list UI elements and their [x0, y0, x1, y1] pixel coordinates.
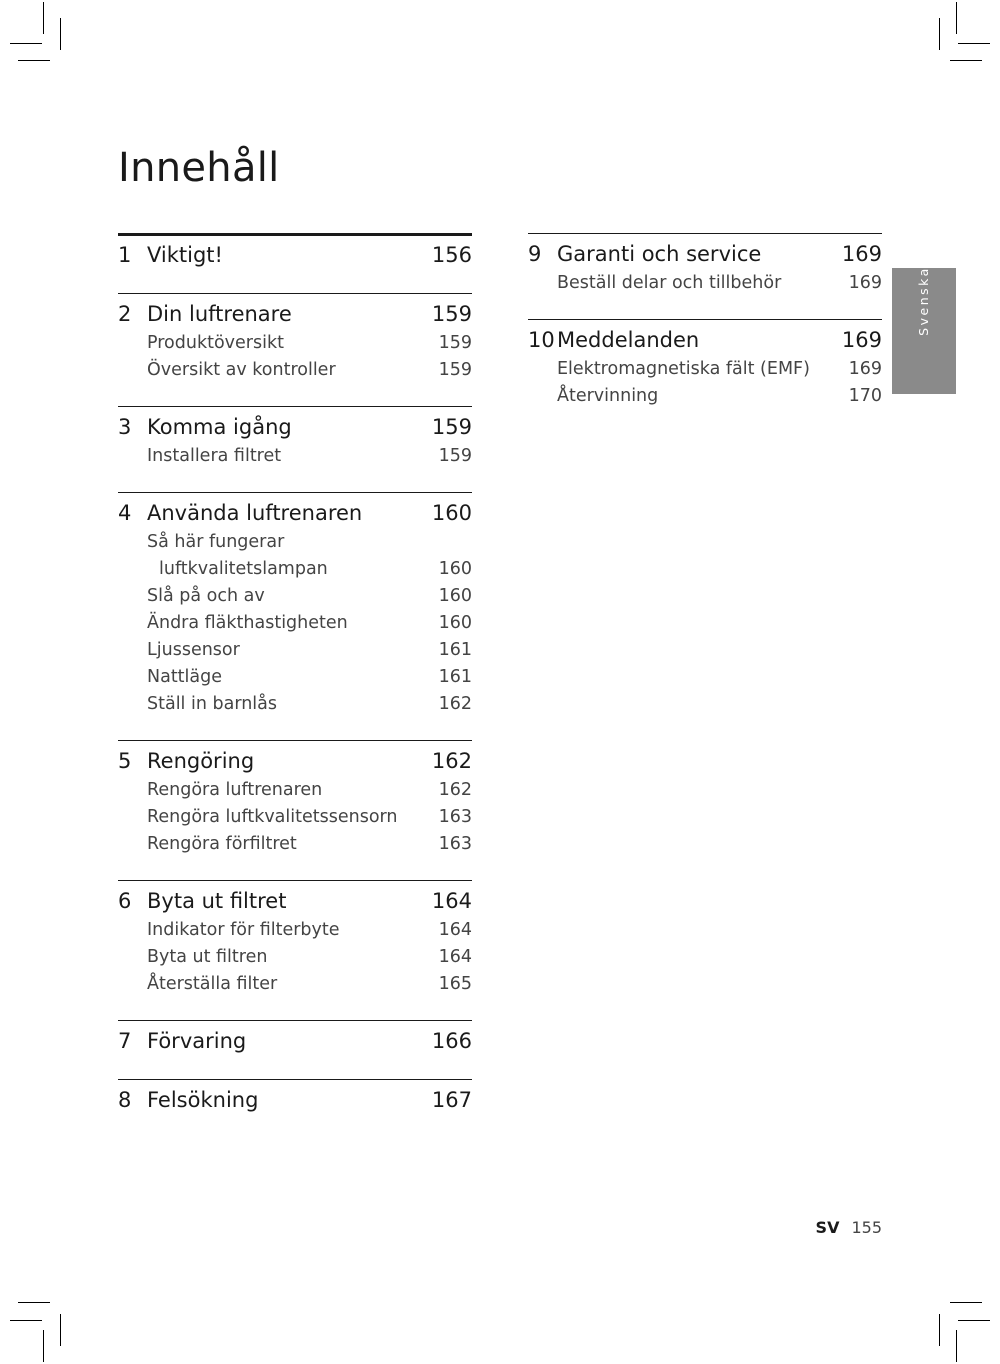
toc-subentry[interactable]: [118, 443, 472, 470]
subentry-page: 164: [438, 920, 472, 940]
toc-chapter: [528, 233, 882, 319]
chapter-title: Förvaring: [147, 1029, 247, 1053]
crop-mark: [950, 1302, 982, 1303]
toc-subentry[interactable]: [118, 610, 472, 637]
toc-subentry[interactable]: [118, 529, 472, 556]
chapter-title: Komma igång: [147, 415, 292, 439]
subentry-page: 161: [438, 640, 472, 660]
toc-chapter: [118, 492, 472, 740]
chapter-title: Rengöring: [147, 749, 255, 773]
crop-mark: [43, 1330, 44, 1362]
toc-chapter-entry[interactable]: [118, 885, 472, 917]
subentry-title: Slå på och av: [147, 586, 265, 606]
toc-subentry[interactable]: [528, 356, 882, 383]
toc-chapter: [118, 1079, 472, 1138]
subentry-page: 160: [438, 559, 472, 579]
crop-mark: [43, 2, 44, 34]
subentry-title: Rengöra förfiltret: [147, 834, 297, 854]
toc-chapter: [118, 233, 472, 293]
subentry-page: 161: [438, 667, 472, 687]
chapter-page: 164: [431, 889, 472, 913]
toc-subentry[interactable]: [118, 357, 472, 384]
toc-column-right: [528, 233, 882, 432]
chapter-title: Meddelanden: [557, 328, 700, 352]
subentry-title: Installera filtret: [147, 446, 282, 466]
chapter-page: 166: [431, 1029, 472, 1053]
subentry-title: Ljussensor: [147, 640, 240, 660]
toc-chapter: [528, 319, 882, 432]
toc-subentry[interactable]: [118, 637, 472, 664]
subentry-title: Rengöra luftkvalitetssensorn: [147, 807, 398, 827]
chapter-title: Din luftrenare: [147, 302, 292, 326]
subentry-title: luftkvalitetslampan: [159, 559, 328, 579]
chapter-number: 9: [528, 242, 542, 266]
chapter-page: 169: [841, 328, 882, 352]
chapter-page: 160: [431, 501, 472, 525]
subentry-page: 160: [438, 613, 472, 633]
crop-mark: [939, 18, 940, 50]
subentry-page: 163: [438, 807, 472, 827]
subentry-page: 163: [438, 834, 472, 854]
toc-column-left: [118, 233, 472, 1138]
crop-mark: [956, 2, 957, 34]
toc-chapter-entry[interactable]: [528, 324, 882, 356]
chapter-number: 3: [118, 415, 132, 439]
subentry-title: Ställ in barnlås: [147, 694, 278, 714]
footer-language: SV: [815, 1218, 840, 1237]
subentry-title: Ändra fläkthastigheten: [147, 613, 348, 633]
toc-chapter: [118, 880, 472, 1020]
crop-mark: [958, 43, 990, 44]
subentry-title: Byta ut filtren: [147, 947, 268, 967]
subentry-title: Återställa filter: [147, 974, 278, 994]
chapter-number: 6: [118, 889, 132, 913]
toc-chapter-entry[interactable]: [118, 239, 472, 271]
chapter-page: 169: [841, 242, 882, 266]
toc-chapter-entry[interactable]: [118, 1025, 472, 1057]
crop-mark: [950, 60, 982, 61]
toc-subentry[interactable]: [118, 777, 472, 804]
chapter-page: 162: [431, 749, 472, 773]
chapter-number: 2: [118, 302, 132, 326]
crop-mark: [18, 60, 50, 61]
subentry-page: 159: [438, 333, 472, 353]
chapter-number: 1: [118, 243, 132, 267]
crop-mark: [10, 1320, 42, 1321]
subentry-page: 160: [438, 586, 472, 606]
subentry-title: Så här fungerar: [147, 532, 285, 552]
toc-chapter: [118, 740, 472, 880]
toc-subentry[interactable]: [118, 831, 472, 858]
chapter-number: 5: [118, 749, 132, 773]
toc-subentry[interactable]: [118, 944, 472, 971]
toc-chapter-entry[interactable]: [118, 1084, 472, 1116]
chapter-number: 7: [118, 1029, 132, 1053]
subentry-page: 170: [848, 386, 882, 406]
subentry-title: Elektromagnetiska fält (EMF): [557, 359, 810, 379]
crop-mark: [18, 1302, 50, 1303]
chapter-number: 8: [118, 1088, 132, 1112]
toc-subentry[interactable]: [118, 664, 472, 691]
toc-subentry[interactable]: [118, 330, 472, 357]
crop-mark: [10, 43, 42, 44]
crop-mark: [60, 1314, 61, 1346]
language-tab: [892, 268, 956, 394]
chapter-page: 156: [431, 243, 472, 267]
toc-chapter-entry[interactable]: [118, 745, 472, 777]
chapter-title: Felsökning: [147, 1088, 259, 1112]
subentry-page: 159: [438, 446, 472, 466]
subentry-page: 159: [438, 360, 472, 380]
crop-mark: [958, 1320, 990, 1321]
subentry-page: 169: [848, 359, 882, 379]
subentry-title: Nattläge: [147, 667, 222, 687]
chapter-title: Viktigt!: [147, 243, 223, 267]
toc-chapter-entry[interactable]: [118, 298, 472, 330]
subentry-title: Översikt av kontroller: [147, 360, 336, 380]
subentry-title: Rengöra luftrenaren: [147, 780, 323, 800]
toc-subentry[interactable]: [118, 971, 472, 998]
toc-subentry[interactable]: [118, 583, 472, 610]
subentry-page: 162: [438, 694, 472, 714]
subentry-title: Återvinning: [557, 386, 659, 406]
chapter-title: Använda luftrenaren: [147, 501, 363, 525]
subentry-page: 164: [438, 947, 472, 967]
toc-chapter-entry[interactable]: [118, 411, 472, 443]
toc-subentry[interactable]: [528, 270, 882, 297]
toc-subentry[interactable]: [528, 383, 882, 410]
toc-chapter: [118, 406, 472, 492]
toc-subentry[interactable]: [118, 804, 472, 831]
toc-chapter-entry[interactable]: [118, 497, 472, 529]
chapter-title: Garanti och service: [557, 242, 762, 266]
chapter-number: 10: [528, 328, 555, 352]
toc-subentry[interactable]: [118, 556, 472, 583]
subentry-title: Beställ delar och tillbehör: [557, 273, 782, 293]
subentry-title: Produktöversikt: [147, 333, 284, 353]
language-tab-label: Svenska: [916, 266, 931, 336]
toc-chapter: [118, 293, 472, 406]
toc-subentry[interactable]: [118, 917, 472, 944]
toc-subentry[interactable]: [118, 691, 472, 718]
chapter-page: 159: [431, 415, 472, 439]
chapter-title: Byta ut filtret: [147, 889, 287, 913]
page-title: Innehåll: [118, 144, 280, 191]
toc-chapter-entry[interactable]: [528, 238, 882, 270]
page-footer: [816, 1218, 882, 1237]
crop-mark: [956, 1330, 957, 1362]
subentry-page: 169: [848, 273, 882, 293]
crop-mark: [60, 18, 61, 50]
footer-page-number: 155: [851, 1218, 882, 1237]
subentry-title: Indikator för filterbyte: [147, 920, 340, 940]
toc-chapter: [118, 1020, 472, 1079]
chapter-number: 4: [118, 501, 132, 525]
subentry-page: 165: [438, 974, 472, 994]
chapter-page: 167: [431, 1088, 472, 1112]
subentry-page: 162: [438, 780, 472, 800]
crop-mark: [939, 1314, 940, 1346]
chapter-page: 159: [431, 302, 472, 326]
